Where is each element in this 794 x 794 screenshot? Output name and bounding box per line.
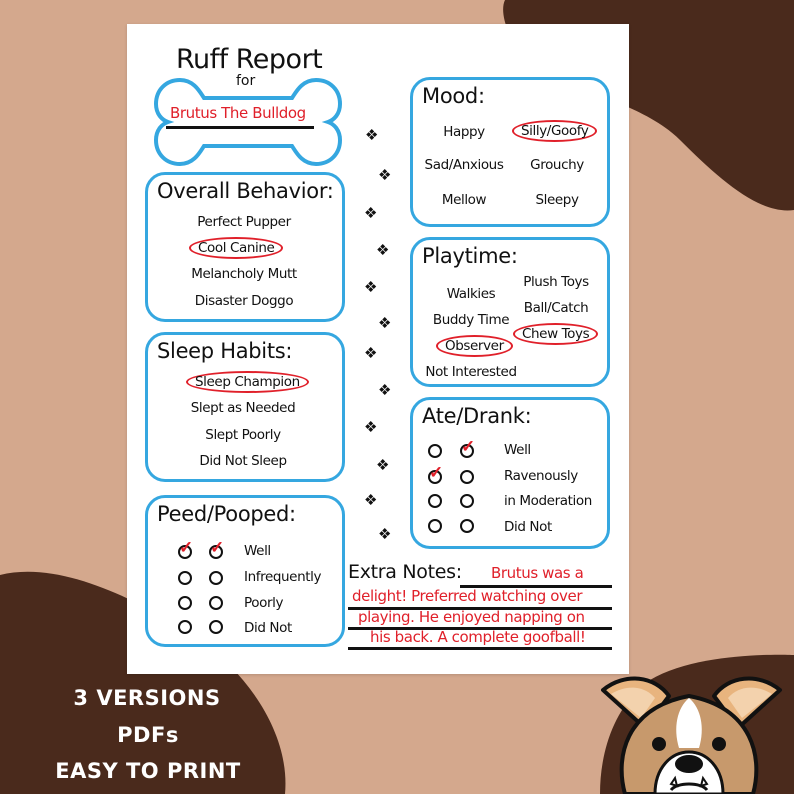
- paw-print-icon: ❖: [364, 279, 378, 296]
- paw-print-icon: ❖: [378, 382, 392, 399]
- selected-circle: Observer: [436, 335, 513, 357]
- mood-option-selected: [521, 123, 597, 139]
- note-line-text: Brutus was a: [491, 564, 584, 582]
- checkbox-ring: [460, 494, 474, 508]
- paw-print-icon: ❖: [365, 127, 379, 144]
- selected-circle: Chew Toys: [513, 323, 598, 345]
- playtime-option: Walkies: [446, 286, 496, 302]
- paw-print-icon: ❖: [378, 526, 392, 543]
- mood-option: Grouchy: [530, 157, 584, 173]
- for-label: for: [236, 73, 256, 89]
- check-mark-icon: ✓: [179, 538, 194, 557]
- ate-option: Well: [504, 442, 531, 458]
- note-rule: [348, 647, 612, 650]
- dog-name-underline: [166, 126, 314, 129]
- peed-option: Infrequently: [244, 569, 322, 585]
- ate-option: in Moderation: [504, 493, 592, 509]
- checkbox-ring: [428, 444, 442, 458]
- paw-print-icon: ❖: [364, 345, 378, 362]
- playtime-option: Ball/Catch: [523, 300, 589, 316]
- playtime-title: Playtime:: [422, 244, 518, 268]
- sleep-option: Slept Poorly: [205, 427, 281, 443]
- sleep-option-selected: [195, 374, 309, 390]
- checkbox-ring: [209, 620, 223, 634]
- ate-option: Ravenously: [504, 468, 578, 484]
- paw-print-icon: ❖: [364, 492, 378, 509]
- mood-option: Happy: [443, 124, 485, 140]
- paw-print-icon: ❖: [378, 315, 392, 332]
- selected-circle: Sleep Champion: [186, 371, 309, 393]
- report-title: Ruff Report: [176, 44, 323, 75]
- check-mark-icon: ✓: [461, 437, 476, 456]
- paw-print-icon: ❖: [378, 167, 392, 184]
- mood-box: [410, 77, 610, 227]
- peed-option: Well: [244, 543, 271, 559]
- selected-circle: Silly/Goofy: [512, 120, 597, 142]
- mood-option: Sad/Anxious: [424, 157, 504, 173]
- overall-behavior-title: Overall Behavior:: [157, 179, 334, 203]
- sleep-habits-title: Sleep Habits:: [157, 339, 293, 363]
- sleep-option: Slept as Needed: [190, 400, 296, 416]
- check-mark-icon: ✓: [210, 538, 225, 557]
- behavior-option: Melancholy Mutt: [191, 266, 297, 282]
- playtime-option: Not Interested: [425, 364, 517, 380]
- playtime-option-selected: [445, 338, 513, 354]
- checkbox-ring: [209, 571, 223, 585]
- checkbox-ring: [428, 494, 442, 508]
- ate-drank-title: Ate/Drank:: [422, 404, 532, 428]
- peed-option: Poorly: [244, 595, 284, 611]
- bulldog-face-icon: [585, 668, 794, 794]
- paw-print-icon: ❖: [376, 457, 390, 474]
- selected-circle: Cool Canine: [189, 237, 283, 259]
- checkbox-ring: [460, 470, 474, 484]
- ate-option: Did Not: [504, 519, 552, 535]
- checkbox-ring: [178, 571, 192, 585]
- checkbox-ring: [428, 519, 442, 533]
- mood-title: Mood:: [422, 84, 485, 108]
- promo-versions: 3 VERSIONS: [73, 686, 221, 710]
- playtime-option-selected: [522, 326, 598, 342]
- promo-pdfs: PDFs: [117, 723, 179, 747]
- extra-notes-title: Extra Notes:: [348, 561, 462, 583]
- checkbox-ring: [178, 620, 192, 634]
- checkbox-ring: [209, 596, 223, 610]
- playtime-option: Plush Toys: [523, 274, 589, 290]
- bone-frame: [150, 74, 346, 170]
- mood-option: Mellow: [441, 192, 487, 208]
- mood-option: Sleepy: [535, 192, 579, 208]
- paw-print-icon: ❖: [364, 419, 378, 436]
- peed-option: Did Not: [244, 620, 292, 636]
- checkbox-ring: [178, 596, 192, 610]
- peed-pooped-title: Peed/Pooped:: [157, 502, 296, 526]
- behavior-option-selected: [198, 240, 283, 256]
- dog-name: Brutus The Bulldog: [170, 104, 306, 122]
- sleep-option: Did Not Sleep: [199, 453, 287, 469]
- note-line-text: delight! Preferred watching over: [352, 587, 583, 605]
- promo-easy-print: EASY TO PRINT: [55, 759, 241, 783]
- check-mark-icon: ✓: [429, 463, 444, 482]
- checkbox-ring: [460, 519, 474, 533]
- playtime-option: Buddy Time: [432, 312, 510, 328]
- note-line-text: his back. A complete goofball!: [370, 628, 586, 646]
- behavior-option: Disaster Doggo: [194, 293, 294, 309]
- note-line-text: playing. He enjoyed napping on: [358, 608, 585, 626]
- behavior-option: Perfect Pupper: [197, 214, 291, 230]
- paw-print-icon: ❖: [364, 205, 378, 222]
- paw-print-icon: ❖: [376, 242, 390, 259]
